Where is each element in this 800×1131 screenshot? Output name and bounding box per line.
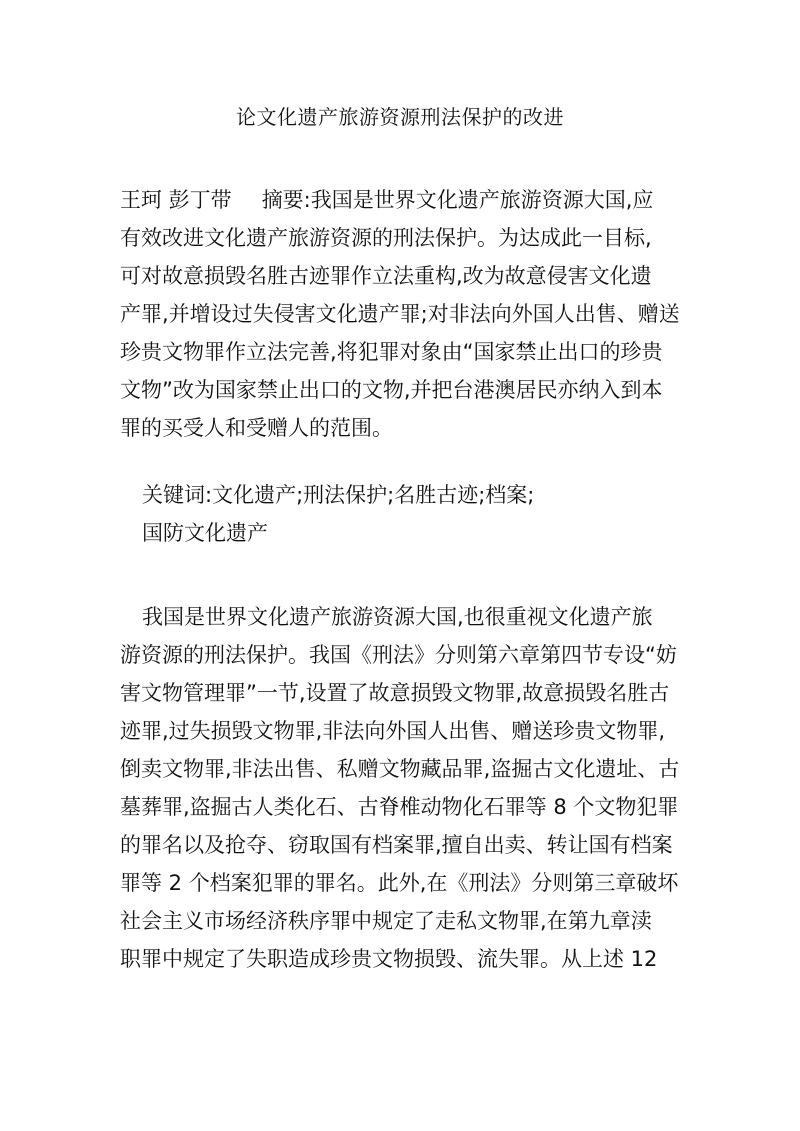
abstract-line: 产罪,并增设过失侵害文化遗产罪;对非法向外国人出售、赠送 [120, 302, 680, 326]
body-line: 罪等 2 个档案犯罪的罪名。此外,在《刑法》分则第三章破坏 [120, 871, 679, 895]
keywords-line: 国防文化遗产 [142, 521, 268, 545]
abstract-line: 可对故意损毁名胜古迹罪作立法重构,改为故意侵害文化遗 [120, 264, 652, 288]
abstract-line: 珍贵文物罪作立法完善,将犯罪对象由“国家禁止出口的珍贵 [120, 340, 663, 364]
abstract-line: 罪的买受人和受赠人的范围。 [120, 416, 393, 440]
body-line: 倒卖文物罪,非法出售、私赠文物藏品罪,盗掘古文化遗址、古 [120, 757, 680, 781]
keywords-section [120, 476, 680, 552]
abstract-section [120, 181, 680, 447]
body-line: 社会主义市场经济秩序罪中规定了走私文物罪,在第九章渎 [120, 909, 652, 933]
abstract-text: 摘要:我国是世界文化遗产旅游资源大国,应 [261, 188, 654, 212]
body-line: 的罪名以及抢夺、窃取国有档案罪,擅自出卖、转让国有档案 [120, 833, 673, 857]
abstract-line: 文物”改为国家禁止出口的文物,并把台港澳居民亦纳入到本 [120, 378, 663, 402]
body-line: 游资源的刑法保护。我国《刑法》分则第六章第四节专设“妨 [120, 643, 677, 667]
author-abstract-line [120, 181, 680, 219]
abstract-line: 有效改进文化遗产旅游资源的刑法保护。为达成此一目标, [120, 226, 652, 250]
keywords-line: 关键词:文化遗产;刑法保护;名胜古迹;档案; [142, 483, 535, 507]
authors: 王珂 彭丁带 [120, 188, 232, 212]
body-line: 迹罪,过失损毁文物罪,非法向外国人出售、赠送珍贵文物罪, [120, 719, 666, 743]
body-line: 我国是世界文化遗产旅游资源大国,也很重视文化遗产旅 [142, 605, 653, 629]
body-line: 职罪中规定了失职造成珍贵文物损毁、流失罪。从上述 12 [120, 947, 658, 971]
body-line: 害文物管理罪”一节,设置了故意损毁文物罪,故意损毁名胜古 [120, 681, 670, 705]
document-title: 论文化遗产旅游资源刑法保护的改进 [236, 105, 564, 129]
body-line: 墓葬罪,盗掘古人类化石、古脊椎动物化石罪等 8 个文物犯罪 [120, 795, 679, 819]
body-paragraph [120, 598, 680, 978]
